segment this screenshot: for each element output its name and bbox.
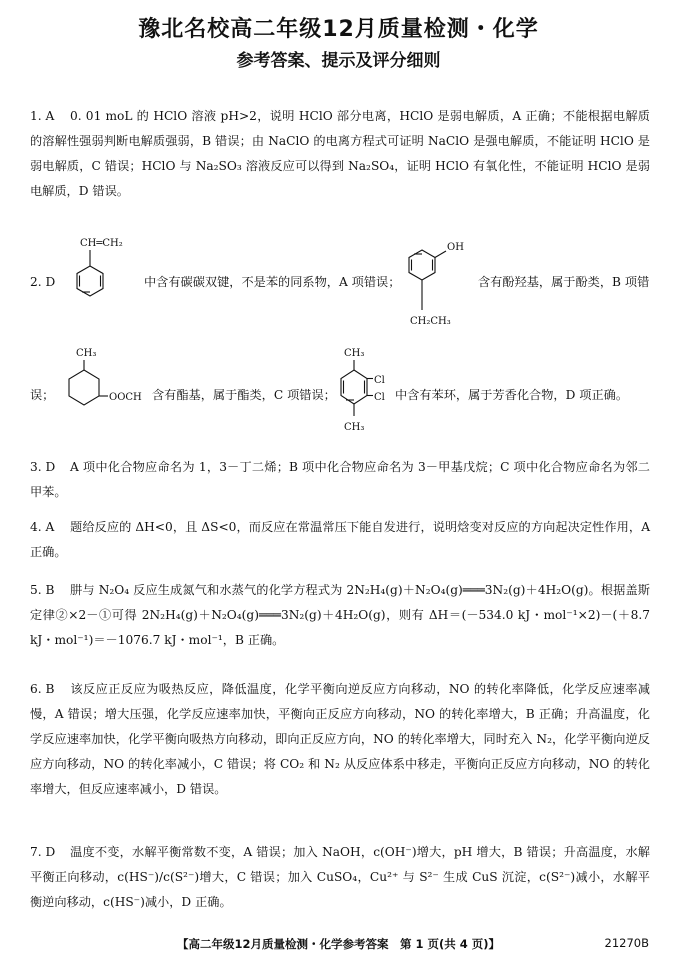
page-subtitle: 参考答案、提示及评分细则 [236,51,441,71]
answer-2-part3: 误； [30,388,55,402]
answer-2-part4: 含有酯基，属于酯类，C 项错误； [152,388,336,402]
cl-2-label: Cl [374,392,385,403]
answer-7-number: 7. D [30,845,56,859]
answer-1-number: 1. A [30,109,55,123]
answer-6-text: 该反应正反应为吸热反应，降低温度，化学平衡向逆反应方向移动，NO 的转化率降低，化学反应速率减慢，A 错误；增大压强，化学反应速率加快，平衡向正反应方向移动，NO 的转化率增大，B 正确；升高温度，化学反应速率加快，化学平衡向吸热方向移动，即向正反应方向，NO 的转化率增大，同时充入 N₂，化学平衡向逆反应方向移动，NO 的转化率减小，C 错误；将 CO₂ 和 N₂ 从反应体系中移走，平衡向正反应方向移动，NO 的转化率增大，但反应速率减小，D 错误。 [30,682,650,796]
dichloro-xylene-structure [332,340,402,445]
answer-2-part2: 含有酚羟基，属于酚类，B 项错 [478,275,650,289]
ch3-top-label: CH₃ [76,348,97,359]
answer-1-text: 0. 01 moL 的 HClO 溶液 pH>2，说明 HClO 部分电离，HClO 是弱电解质，A 正确；不能根据电解质的溶解性强弱判断电解质强弱，B 错误；由 NaClO 的电离方程式可证明 NaClO 是强电解质，不能证明 HClO 是弱电解质，C 错误；HClO 与 Na₂SO₃ 溶液反应可以得到 Na₂SO₄，证明 HClO 有氧化性，不能证明 HClO 是弱电解质，D 错误。 [30,109,650,198]
oh-label: OH [447,242,464,253]
answer-6-number: 6. B [30,682,55,696]
ethylphenol-structure [400,236,480,331]
cyclohexyl-formate-structure [52,340,162,435]
answer-3-number: 3. D [30,460,56,474]
answer-4-text: 题给反应的 ΔH<0，且 ΔS<0，而反应在常温常压下能自发进行，说明焓变对反应的方向起决定性作用，A 正确。 [30,520,650,559]
answer-7-text: 温度不变，水解平衡常数不变，A 错误；加入 NaOH，c(OH⁻)增大，pH 增大，B 错误；升高温度，水解平衡正向移动，c(HS⁻)/c(S²⁻)增大，C 错误；加入 CuSO₄，Cu²⁺ 与 S²⁻ 生成 CuS 沉淀，c(S²⁻)减小，水解平衡逆向移动，c(HS⁻)减小，D 正确。 [30,845,650,909]
cl-1-label: Cl [374,375,385,386]
answer-2-part1: 中含有碳碳双键，不是苯的同系物，A 项错误； [144,275,401,289]
answer-4-number: 4. A [30,520,55,534]
answer-7 [30,840,650,915]
answer-2-number: 2. D [30,275,56,289]
answer-5-number: 5. B [30,583,55,597]
styrene-structure [60,232,150,312]
answer-1 [30,104,650,204]
styrene-vinyl-label: CH═CH₂ [80,238,123,249]
answer-3 [30,455,650,505]
answer-4 [30,515,650,565]
answer-5-text: 肼与 N₂O₄ 反应生成氮气和水蒸气的化学方程式为 2N₂H₄(g)＋N₂O₄(g)═══3N₂(g)＋4H₂O(g)。根据盖斯定律②×2－①可得 2N₂H₄(g)＋N₂O₄(g)═══3N₂(g)＋4H₂O(g)，则有 ΔH＝(－534.0 kJ・mol⁻¹×2)－(＋8.7 kJ・mol⁻¹)＝－1076.7 kJ・mol⁻¹，B 正确。 [30,583,650,647]
ch3-b-label: CH₃ [344,422,365,433]
document-code: 21270B [604,936,649,950]
answer-2-part5: 中含有苯环，属于芳香化合物，D 项正确。 [395,388,629,402]
ester-label: OOCH [109,392,142,403]
page-footer: 【高二年级12月质量检测・化学参考答案 第 1 页(共 4 页)】 [176,937,501,951]
answer-6 [30,677,650,802]
ch3-a-label: CH₃ [344,348,365,359]
answer-3-text: A 项中化合物应命名为 1，3－丁二烯；B 项中化合物应命名为 3－甲基戊烷；C 项中化合物应命名为邻二甲苯。 [30,460,650,499]
ethyl-label: CH₂CH₃ [410,316,451,327]
page-title: 豫北名校高二年级12月质量检测・化学 [138,17,539,42]
answer-5 [30,578,650,653]
